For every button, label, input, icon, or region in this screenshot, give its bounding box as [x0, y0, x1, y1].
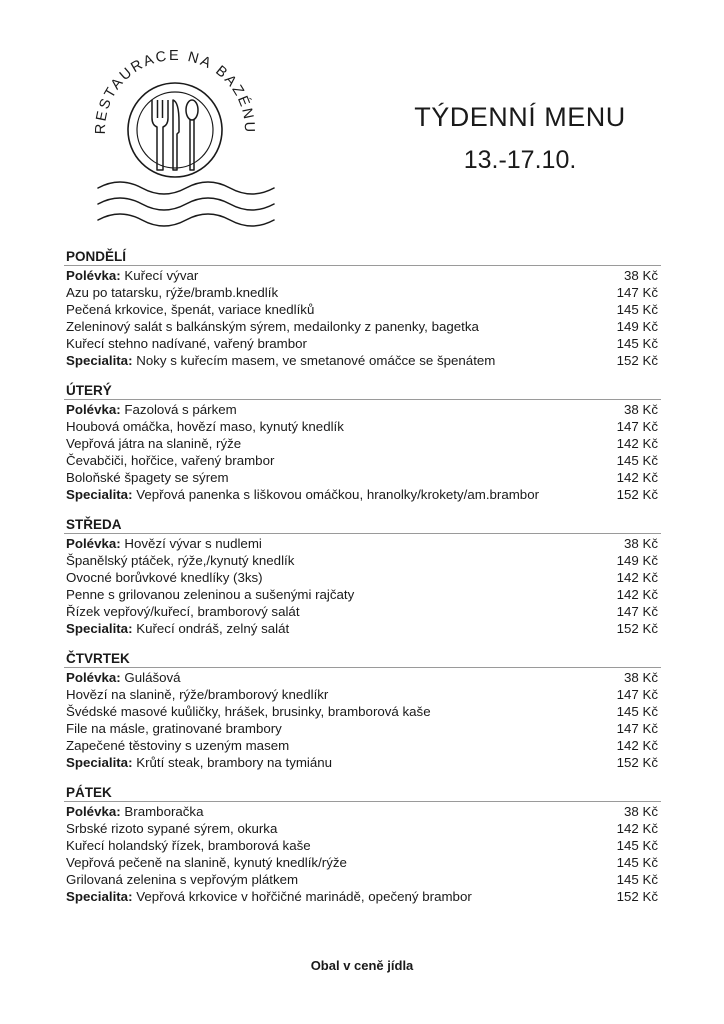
dish-name: Kuřecí holandský řízek, bramborová kaše — [66, 838, 311, 853]
menu-item — [64, 469, 660, 486]
dish-cell — [64, 737, 588, 754]
dish-cell — [64, 888, 588, 905]
menu-item — [64, 603, 660, 620]
dish-name: Vepřová pečeně na slanině, kynutý knedlík/rýže — [66, 855, 347, 870]
dish-price: 145 Kč — [616, 855, 658, 870]
dish-price: 149 Kč — [616, 319, 658, 334]
dish-price: 147 Kč — [616, 687, 658, 702]
dish-cell — [64, 301, 588, 318]
item-label: Polévka: — [66, 268, 121, 283]
dish-name: Čevabčiči, hořčice, vařený brambor — [66, 453, 275, 468]
day-section — [64, 516, 660, 637]
dish-name: Gulášová — [124, 670, 181, 685]
dish-price: 142 Kč — [616, 570, 658, 585]
menu-item — [64, 669, 660, 686]
dish-name: Grilovaná zelenina s vepřovým plátkem — [66, 872, 299, 887]
dish-cell — [64, 335, 588, 352]
dish-cell — [64, 820, 588, 837]
menu-item — [64, 686, 660, 703]
menu-item — [64, 267, 660, 284]
menu-item — [64, 318, 660, 335]
dish-name: Kuřecí vývar — [124, 268, 199, 283]
dish-cell — [64, 352, 588, 369]
dish-price: 38 Kč — [623, 402, 658, 417]
menu-item — [64, 284, 660, 301]
dish-name: Pečená krkovice, špenát, variace knedlíků — [66, 302, 315, 317]
menu-item — [64, 803, 660, 820]
dish-name: Vepřová krkovice v hořčičné marinádě, opečený brambor — [136, 889, 472, 904]
dish-name: Hovězí na slanině, rýže/bramborový knedlíkr — [66, 687, 329, 702]
dish-cell — [64, 552, 588, 569]
dish-price: 145 Kč — [616, 302, 658, 317]
menu-items — [64, 803, 660, 905]
menu-item — [64, 335, 660, 352]
dish-name: Ovocné borůvkové knedlíky (3ks) — [66, 570, 263, 585]
day-name: PÁTEK — [66, 785, 112, 800]
dish-price: 152 Kč — [616, 889, 658, 904]
dish-cell — [64, 586, 588, 603]
day-section — [64, 784, 660, 905]
menu-item — [64, 552, 660, 569]
day-section — [64, 650, 660, 771]
dish-price: 142 Kč — [616, 821, 658, 836]
dish-name: Vepřová játra na slanině, rýže — [66, 436, 242, 451]
weekly-menu — [64, 248, 660, 918]
dish-cell — [64, 803, 588, 820]
dish-cell — [64, 284, 588, 301]
dish-name: Španělský ptáček, rýže,/kynutý knedlík — [66, 553, 295, 568]
dish-price: 142 Kč — [616, 587, 658, 602]
menu-item — [64, 737, 660, 754]
dish-cell — [64, 720, 588, 737]
dish-name: Kuřecí ondráš, zelný salát — [136, 621, 290, 636]
dish-price: 147 Kč — [616, 285, 658, 300]
day-divider — [64, 801, 661, 802]
dish-cell — [64, 401, 588, 418]
dish-price: 152 Kč — [616, 621, 658, 636]
day-name: ČTVRTEK — [66, 651, 130, 666]
menu-item — [64, 352, 660, 369]
dish-name: Penne s grilovanou zeleninou a sušenými rajčaty — [66, 587, 355, 602]
item-label: Specialita: — [66, 487, 133, 502]
dish-name: Azu po tatarsku, rýže/bramb.knedlík — [66, 285, 279, 300]
menu-item — [64, 754, 660, 771]
dish-name: Srbské rizoto sypané sýrem, okurka — [66, 821, 278, 836]
dish-price: 145 Kč — [616, 704, 658, 719]
dish-price: 142 Kč — [616, 436, 658, 451]
menu-item — [64, 620, 660, 637]
menu-items — [64, 401, 660, 503]
menu-item — [64, 586, 660, 603]
menu-header — [380, 100, 660, 175]
dish-price: 152 Kč — [616, 755, 658, 770]
plate-cutlery-waves-icon — [80, 38, 290, 243]
dish-price: 152 Kč — [616, 487, 658, 502]
dish-name: Noky s kuřecím masem, ve smetanové omáčce se špenátem — [136, 353, 496, 368]
menu-item — [64, 486, 660, 503]
dish-price: 142 Kč — [616, 470, 658, 485]
item-label: Specialita: — [66, 889, 133, 904]
menu-items — [64, 267, 660, 369]
item-label: Specialita: — [66, 621, 133, 636]
menu-item — [64, 452, 660, 469]
menu-item — [64, 871, 660, 888]
dish-name: Bramboračka — [124, 804, 204, 819]
dish-price: 38 Kč — [623, 804, 658, 819]
dish-name: Zapečené těstoviny s uzeným masem — [66, 738, 290, 753]
dish-cell — [64, 569, 588, 586]
menu-item — [64, 435, 660, 452]
day-name: ÚTERÝ — [66, 383, 112, 398]
dish-cell — [64, 686, 588, 703]
logo-text: RESTAURACE NA BAZÉNU — [92, 47, 258, 135]
day-section — [64, 382, 660, 503]
page-title: TÝDENNÍ MENU — [414, 102, 626, 132]
dish-name: Boloňské špagety se sýrem — [66, 470, 229, 485]
dish-cell — [64, 452, 588, 469]
item-label: Specialita: — [66, 755, 133, 770]
dish-name: Kuřecí stehno nadívané, vařený brambor — [66, 336, 307, 351]
dish-name: Vepřová panenka s liškovou omáčkou, hranolky/krokety/am.brambor — [136, 487, 540, 502]
menu-items — [64, 669, 660, 771]
item-label: Polévka: — [66, 536, 121, 551]
menu-item — [64, 418, 660, 435]
menu-item — [64, 703, 660, 720]
dish-cell — [64, 837, 588, 854]
dish-price: 38 Kč — [623, 536, 658, 551]
dish-cell — [64, 318, 588, 335]
dish-cell — [64, 854, 588, 871]
dish-name: Fazolová s párkem — [124, 402, 237, 417]
dish-cell — [64, 703, 588, 720]
dish-price: 145 Kč — [616, 872, 658, 887]
dish-price: 145 Kč — [616, 838, 658, 853]
menu-dates: 13.-17.10. — [463, 146, 577, 174]
day-name: PONDĚLÍ — [66, 249, 127, 264]
menu-item — [64, 569, 660, 586]
dish-name: Zeleninový salát s balkánským sýrem, medailonky z panenky, bagetka — [66, 319, 479, 334]
menu-item — [64, 820, 660, 837]
dish-cell — [64, 486, 588, 503]
dish-cell — [64, 620, 588, 637]
menu-item — [64, 301, 660, 318]
dish-cell — [64, 669, 588, 686]
dish-name: Hovězí vývar s nudlemi — [124, 536, 262, 551]
dish-cell — [64, 871, 588, 888]
dish-name: Krůtí steak, brambory na tymiánu — [136, 755, 333, 770]
item-label: Polévka: — [66, 804, 121, 819]
menu-item — [64, 888, 660, 905]
dish-price: 38 Kč — [623, 670, 658, 685]
dish-price: 145 Kč — [616, 453, 658, 468]
dish-cell — [64, 603, 588, 620]
dish-name: Houbová omáčka, hovězí maso, kynutý knedlík — [66, 419, 344, 434]
menu-item — [64, 535, 660, 552]
dish-name: File na másle, gratinované brambory — [66, 721, 282, 736]
day-divider — [64, 667, 661, 668]
day-divider — [64, 399, 661, 400]
item-label: Specialita: — [66, 353, 133, 368]
dish-cell — [64, 267, 588, 284]
dish-cell — [64, 418, 588, 435]
dish-name: Švédské masové kuůličky, hrášek, brusinky, bramborová kaše — [66, 704, 431, 719]
dish-price: 147 Kč — [616, 721, 658, 736]
dish-name: Řízek vepřový/kuřecí, bramborový salát — [66, 604, 300, 619]
dish-price: 147 Kč — [616, 419, 658, 434]
menu-item — [64, 854, 660, 871]
day-name: STŘEDA — [66, 517, 122, 532]
dish-price: 147 Kč — [616, 604, 658, 619]
dish-price: 142 Kč — [616, 738, 658, 753]
menu-item — [64, 837, 660, 854]
item-label: Polévka: — [66, 402, 121, 417]
day-section — [64, 248, 660, 369]
dish-price: 38 Kč — [623, 268, 658, 283]
dish-cell — [64, 754, 588, 771]
dish-cell — [64, 469, 588, 486]
menu-item — [64, 401, 660, 418]
dish-price: 152 Kč — [616, 353, 658, 368]
day-divider — [64, 265, 661, 266]
packaging-note: Obal v ceně jídla — [310, 958, 414, 973]
restaurant-logo — [80, 38, 290, 243]
dish-cell — [64, 535, 588, 552]
item-label: Polévka: — [66, 670, 121, 685]
day-divider — [64, 533, 661, 534]
dish-cell — [64, 435, 588, 452]
dish-price: 145 Kč — [616, 336, 658, 351]
dish-price: 149 Kč — [616, 553, 658, 568]
menu-items — [64, 535, 660, 637]
menu-item — [64, 720, 660, 737]
